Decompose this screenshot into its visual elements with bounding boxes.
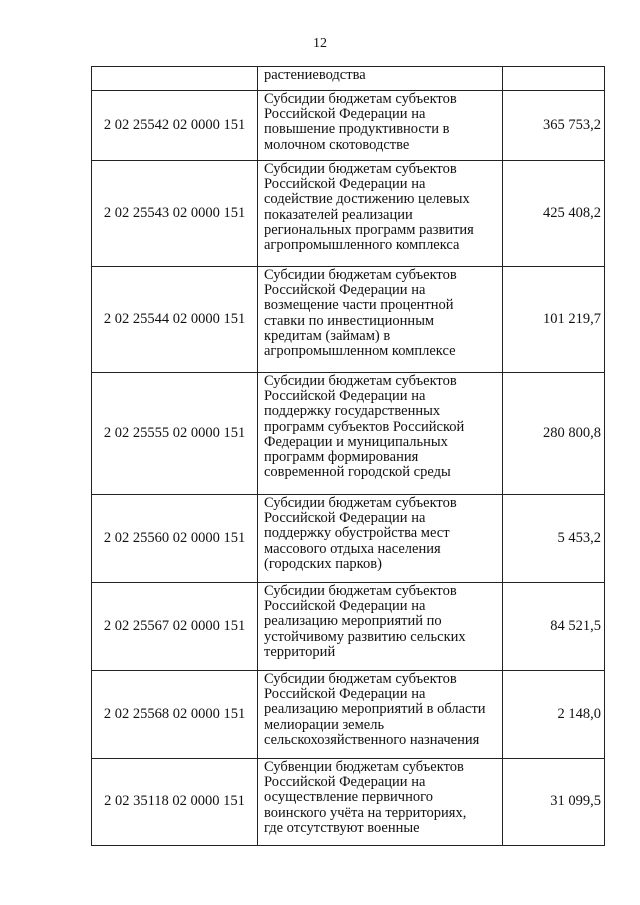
name-line: Субсидии бюджетам субъектов [264,671,457,687]
name-line: Федерации и муниципальных [264,433,448,450]
name-cell [258,671,503,759]
name-line: Российской Федерации на [264,686,426,703]
table-row [92,671,605,759]
code-cell: 2 02 25560 02 0000 151 [92,495,258,583]
amount-cell: 5 453,2 [503,495,605,583]
name-line: Российской Федерации на [264,774,426,791]
name-line: Российской Федерации на [264,106,426,123]
name-line: осуществление первичного [264,789,433,806]
amount-cell: 101 219,7 [503,267,605,373]
name-line: Субсидии бюджетам субъектов [264,495,457,511]
name-line: региональных программ развития [264,221,474,238]
name-line: устойчивому развитию сельских [264,628,466,645]
table-row [92,759,605,846]
name-line: содействие достижению целевых [264,191,470,208]
code-cell: 2 02 25567 02 0000 151 [92,583,258,671]
name-line: поддержку обустройства мест [264,525,450,542]
name-cell [258,161,503,267]
name-line: молочном скотоводстве [264,136,410,153]
name-cell [258,495,503,583]
page-number: 12 [313,36,327,51]
name-cell [258,583,503,671]
amount-cell: 425 408,2 [503,161,605,267]
name-line: Субсидии бюджетам субъектов [264,91,457,107]
table-row [92,91,605,161]
amount-cell: 365 753,2 [503,91,605,161]
table-row [92,495,605,583]
amount-cell: 2 148,0 [503,671,605,759]
name-cell [258,759,503,846]
name-line: реализацию мероприятий в области [264,701,486,718]
name-line: массового отдыха населения [264,540,441,557]
code-cell: 2 02 25544 02 0000 151 [92,267,258,373]
code-cell: 2 02 25568 02 0000 151 [92,671,258,759]
name-line: Субсидии бюджетам субъектов [264,583,457,599]
name-line: реализацию мероприятий по [264,613,442,630]
name-cell [258,91,503,161]
code-cell: 2 02 35118 02 0000 151 [92,759,258,846]
code-cell [92,67,258,91]
table-row-continuation [92,67,605,91]
name-line: программ формирования [264,449,419,466]
name-cell [258,267,503,373]
name-line: ставки по инвестиционным [264,312,435,329]
name-line: воинского учёта на территориях, [264,804,467,821]
name-line: Российской Федерации на [264,176,426,193]
name-line: повышение продуктивности в [264,121,450,138]
name-line: территорий [264,643,336,660]
amount-cell: 280 800,8 [503,373,605,495]
name-line: Субсидии бюджетам субъектов [264,373,457,389]
name-line: агропромышленном комплексе [264,343,456,360]
name-line: растениеводства [264,67,366,83]
table-row [92,161,605,267]
name-line: Российской Федерации на [264,282,426,299]
code-cell: 2 02 25542 02 0000 151 [92,91,258,161]
name-line: Российской Федерации на [264,598,426,615]
amount-cell: 31 099,5 [503,759,605,846]
name-line: показателей реализации [264,206,413,223]
name-line: Российской Федерации на [264,510,426,527]
amount-cell [503,67,605,91]
table-row [92,583,605,671]
table-row [92,373,605,495]
table-row [92,267,605,373]
name-line: Субсидии бюджетам субъектов [264,161,457,177]
name-line: мелиорации земель [264,716,385,733]
name-line: Российской Федерации на [264,388,426,405]
name-line: (городских парков) [264,555,382,572]
code-cell: 2 02 25555 02 0000 151 [92,373,258,495]
name-cell [258,67,503,91]
amount-cell: 84 521,5 [503,583,605,671]
name-cell [258,373,503,495]
budget-revenue-table [91,66,605,846]
name-line: где отсутствуют военные [264,819,420,836]
name-line: Субсидии бюджетам субъектов [264,267,457,283]
code-cell: 2 02 25543 02 0000 151 [92,161,258,267]
name-line: кредитам (займам) в [264,327,391,344]
name-line: агропромышленного комплекса [264,237,460,254]
name-line: сельскохозяйственного назначения [264,731,480,748]
name-line: программ субъектов Российской [264,418,465,435]
name-line: возмещение части процентной [264,297,454,314]
name-line: современной городской среды [264,464,451,481]
name-line: Субвенции бюджетам субъектов [264,759,464,775]
name-line: поддержку государственных [264,403,441,420]
